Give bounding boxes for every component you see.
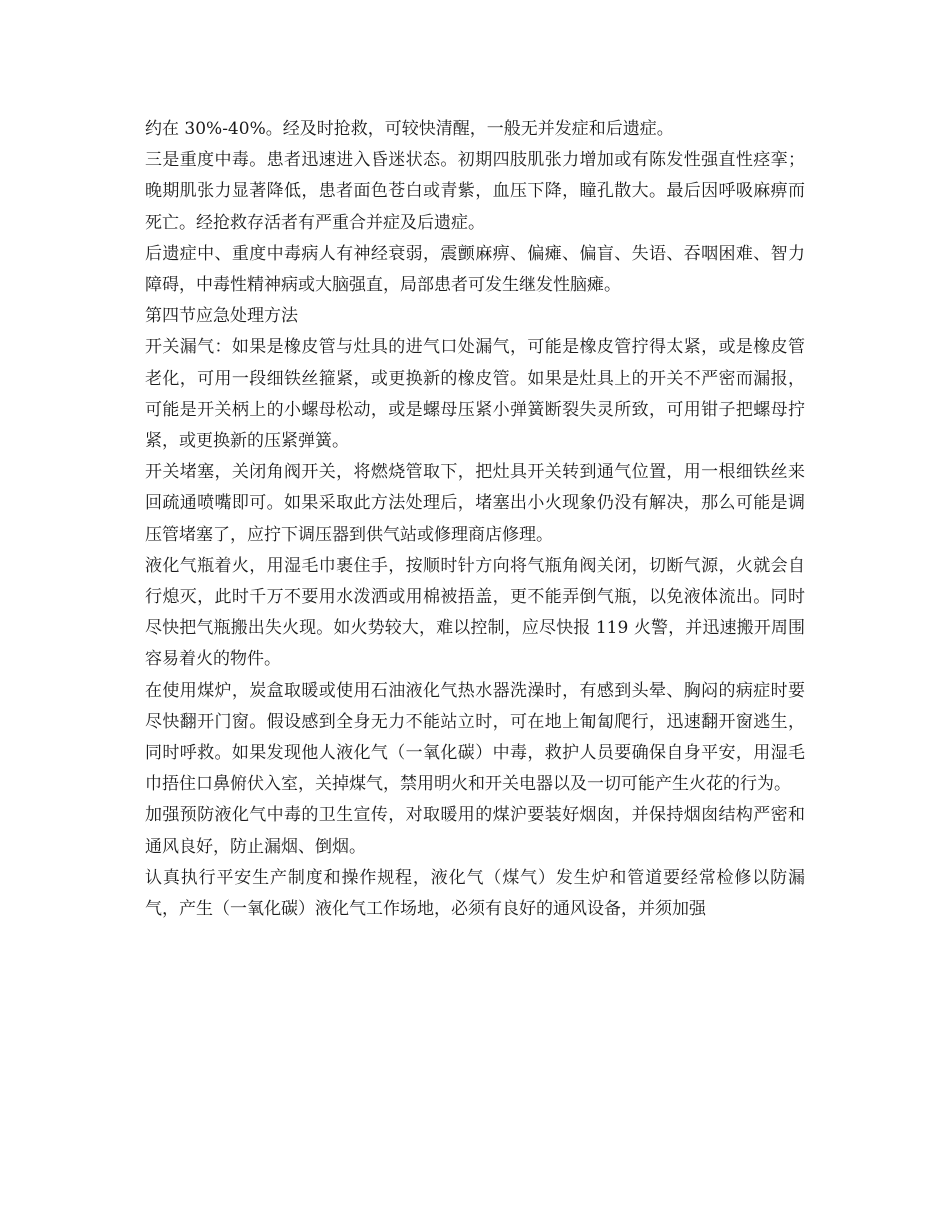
paragraph-9: 加强预防液化气中毒的卫生宣传，对取暖用的煤沪要装好烟囱，并保持烟囱结构严密和通风良好，防止漏烟、倒烟。 [145, 805, 805, 857]
paragraph-7: 液化气瓶着火，用湿毛巾裹住手，按顺时针方向将气瓶角阀关闭，切断气源，火就会自行熄灭，此时千万不要用水泼洒或用棉被捂盖，更不能弄倒气瓶，以免液体流出。同时尽快把气瓶搬出失火现。如火势较大，难以控制，应尽快报 119 火警，并迅速搬开周围容易着火的物件。 [145, 555, 805, 670]
paragraph-3: 后遗症中、重度中毒病人有神经衰弱，震颤麻痹、偏瘫、偏盲、失语、吞咽困难、智力障碍，中毒性精神病或大脑强直，局部患者可发生继发性脑瘫。 [145, 243, 805, 296]
paragraph-10: 认真执行平安生产制度和操作规程，液化气（煤气）发生炉和管道要经常检修以防漏气，产生（一氧化碳）液化气工作场地，必须有良好的通风设备，并须加强 [145, 867, 805, 920]
document-page [145, 114, 805, 925]
paragraph-5: 开关漏气：如果是橡皮管与灶具的进气口处漏气，可能是橡皮管拧得太紧，或是橡皮管老化，可用一段细铁丝箍紧，或更换新的橡皮管。如果是灶具上的开关不严密而漏报，可能是开关柄上的小螺母松动，或是螺母压紧小弹簧断裂失灵所致，可用钳子把螺母拧紧，或更换新的压紧弹簧。 [145, 337, 805, 452]
paragraph-6: 开关堵塞，关闭角阀开关，将燃烧管取下，把灶具开关转到通气位置，用一根细铁丝来回疏通喷嘴即可。如果采取此方法处理后，堵塞出小火现象仍没有解决，那么可能是调压管堵塞了，应拧下调压器到供气站或修理商店修理。 [145, 462, 805, 545]
paragraph-2: 三是重度中毒。患者迅速进入昏迷状态。初期四肢肌张力增加或有陈发性强直性痉挛；晚期肌张力显著降低，患者面色苍白或青紫，血压下降，瞳孔散大。最后因呼吸麻痹而死亡。经抢救存活者有严重合并症及后遗症。 [145, 150, 805, 233]
section-heading: 第四节应急处理方法 [145, 306, 298, 327]
paragraph-1: 约在 30%-40%。经及时抢救，可较快清醒，一般无并发症和后遗症。 [145, 119, 674, 139]
paragraph-8: 在使用煤炉，炭盒取暖或使用石油液化气热水器洗澡时，有感到头晕、胸闷的病症时要尽快翻开门窗。假设感到全身无力不能站立时，可在地上匍匐爬行，迅速翻开窗逃生，同时呼救。如果发现他人液化气（一氧化碳）中毒，救护人员要确保自身平安，用湿毛巾捂住口鼻俯伏入室，关掉煤气，禁用明火和开关电器以及一切可能产生火花的行为。 [145, 680, 805, 795]
